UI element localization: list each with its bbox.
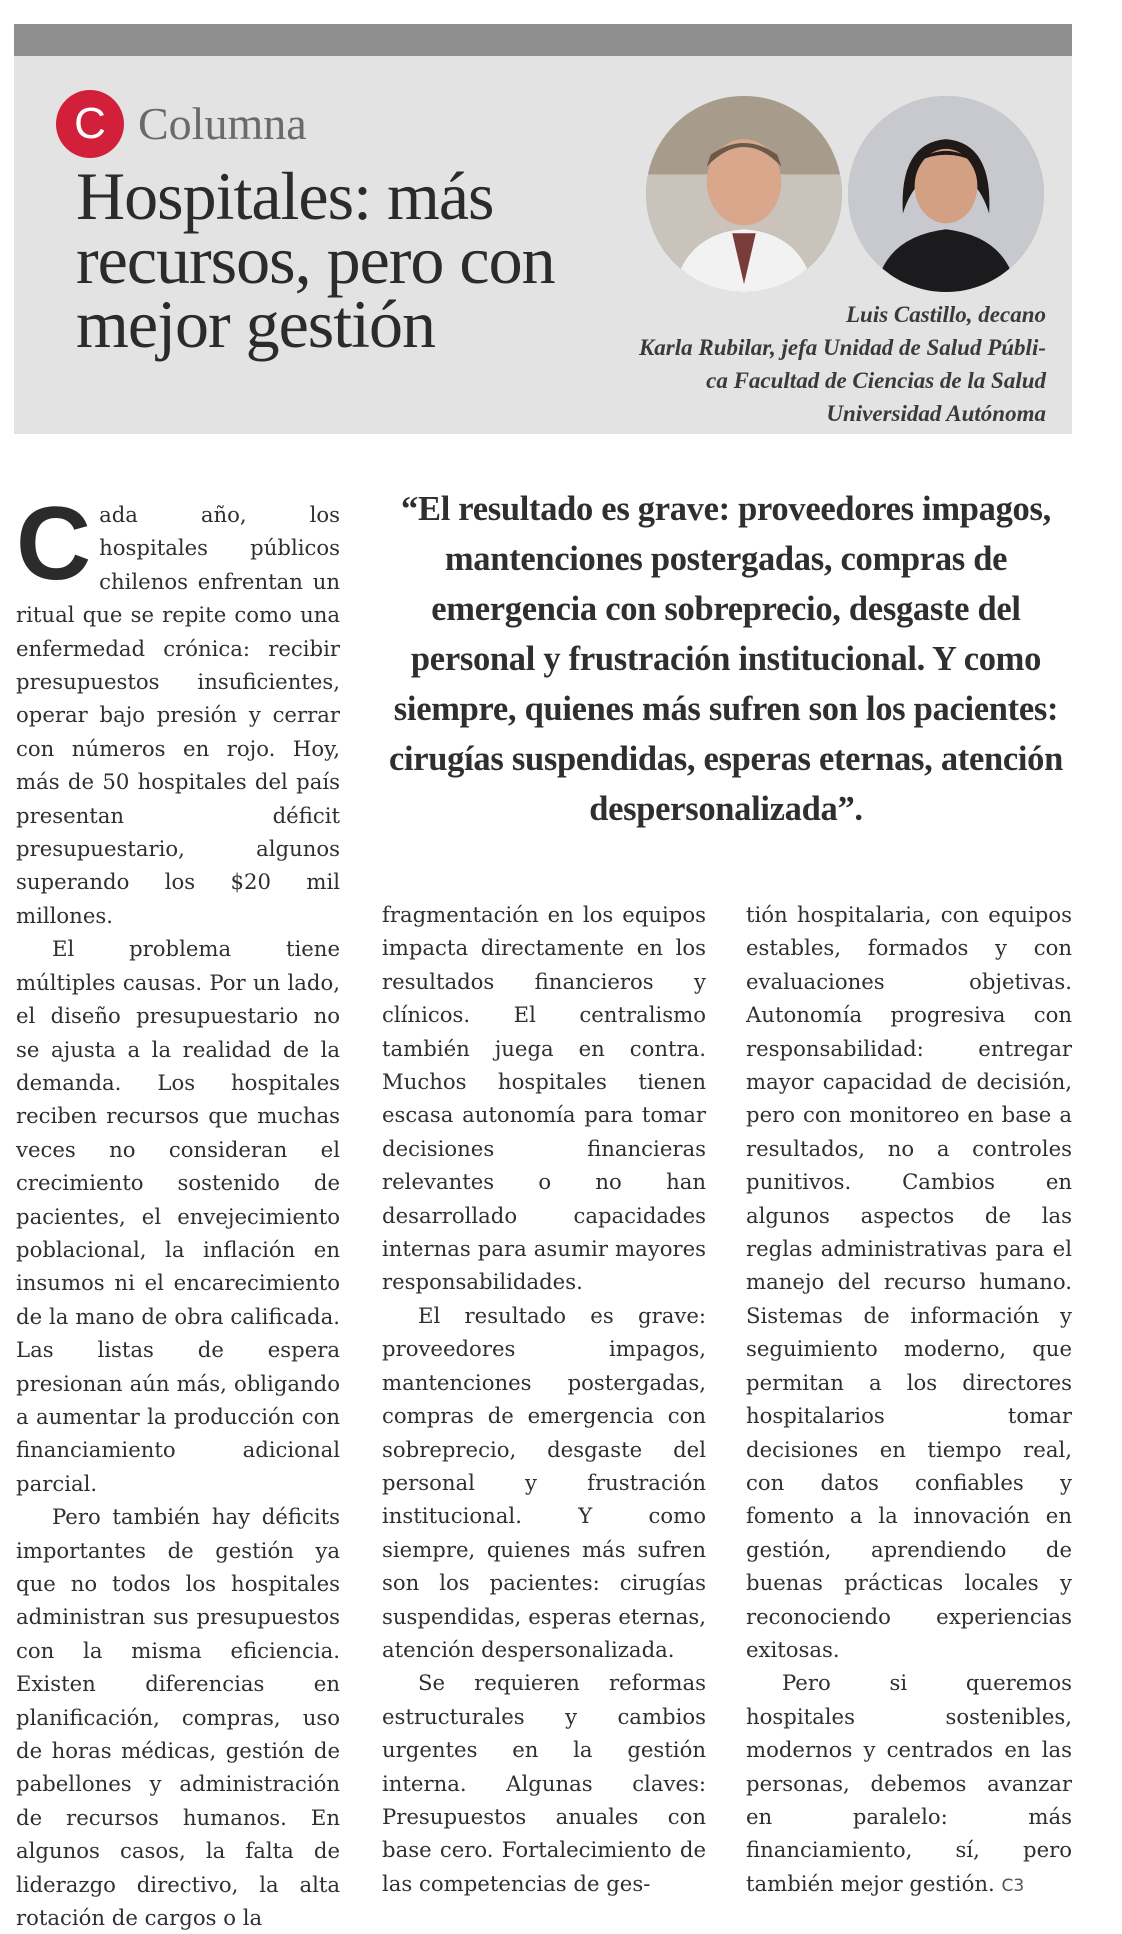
author-line: Karla Rubilar, jefa Unidad de Salud Públi-	[638, 335, 1046, 360]
author-line: ca Facultad de Ciencias de la Salud	[706, 368, 1046, 393]
pull-quote: “El resultado es grave: proveedores impagos, mantenciones postergadas, compras de emergencia con sobreprecio, desgaste del personal y frustración institucional. Y como siempre, quienes más sufren son los pacientes: cirugías suspendidas, esperas eternas, atención despersonalizada”.	[388, 490, 1063, 828]
author-credits	[639, 298, 1046, 430]
column-badge-icon: C	[56, 90, 124, 158]
section-label: Columna	[138, 98, 307, 149]
body-column-1	[16, 486, 340, 1934]
paragraph: El problema tiene múltiples causas. Por un lado, el diseño presupuestario no se ajusta a la realidad de la demanda. Los hospitales reciben recursos que muchas veces no consideran el crecimiento sostenido de pacientes, el envejecimiento poblacional, la inflación en insumos ni el encarecimiento de la mano de obra calificada. Las listas de espera presionan aún más, obligando a aumentar la producción con financiamiento adicional parcial.	[16, 936, 340, 1496]
drop-cap: C	[16, 486, 92, 602]
author-line: Universidad Autónoma	[826, 401, 1046, 426]
paragraph: El resultado es grave: proveedores impagos, mantenciones postergadas, compras de emergencia con sobreprecio, desgaste del personal y frustración institucional. Y como siempre, quienes más sufren son los pacientes: cirugías suspendidas, esperas eternas, atención despersonalizada.	[382, 1302, 706, 1662]
top-bar	[14, 24, 1072, 56]
paragraph: Cada año, los hospitales públicos chilenos enfrentan un ritual que se repite como una enfermedad crónica: recibir presupuestos insuficientes, operar bajo presión y cerrar con números en rojo. Hoy, más de 50 hospitales del país presentan déficit presupuestario, algunos superando los $20 mil millones.	[16, 486, 340, 928]
author-photo-karla-rubilar	[848, 96, 1044, 292]
article-title: Hospitales: más recursos, pero con mejor gestión	[76, 158, 555, 362]
author-photo-luis-castillo	[646, 96, 842, 292]
paragraph: fragmentación en los equipos impacta directamente en los resultados financieros y clínicos. El centralismo también juega en contra. Muchos hospitales tienen escasa autonomía para tomar decisiones financieras relevantes o no han desarrollado capacidades internas para asumir mayores responsabilidades.	[382, 902, 706, 1295]
end-mark-icon: C3	[1001, 1875, 1025, 1896]
column-header	[14, 56, 1072, 434]
body-column-3	[746, 898, 1072, 1903]
body-column-2	[382, 898, 706, 1900]
author-line: Luis Castillo, decano	[846, 302, 1046, 327]
paragraph: Pero también hay déficits importantes de gestión ya que no todos los hospitales administran sus presupuestos con la misma eficiencia. Existen diferencias en planificación, compras, uso de horas médicas, gestión de pabellones y administración de recursos humanos. En algunos casos, la falta de liderazgo directivo, la alta rotación de cargos o la	[16, 1504, 340, 1931]
paragraph: tión hospitalaria, con equipos estables, formados y con evaluaciones objetivas. Autonomía progresiva con responsabilidad: entregar mayor capacidad de decisión, pero con monitoreo en base a resultados, no a controles punitivos. Cambios en algunos aspectos de las reglas administrativas para el manejo del recurso humano. Sistemas de información y seguimiento moderno, que permitan a los directores hospitalarios tomar decisiones en tiempo real, con datos confiables y fomento a la innovación en gestión, aprendiendo de buenas prácticas locales y reconociendo experiencias exitosas.	[746, 902, 1072, 1662]
paragraph: Se requieren reformas estructurales y cambios urgentes en la gestión interna. Algunas claves: Presupuestos anuales con base cero. Fortalecimiento de las competencias de ges-	[382, 1670, 706, 1896]
paragraph: Pero si queremos hospitales sostenibles, modernos y centrados en las personas, debemos avanzar en paralelo: más financiamiento, sí, pero también mejor gestión. C3	[746, 1670, 1072, 1896]
